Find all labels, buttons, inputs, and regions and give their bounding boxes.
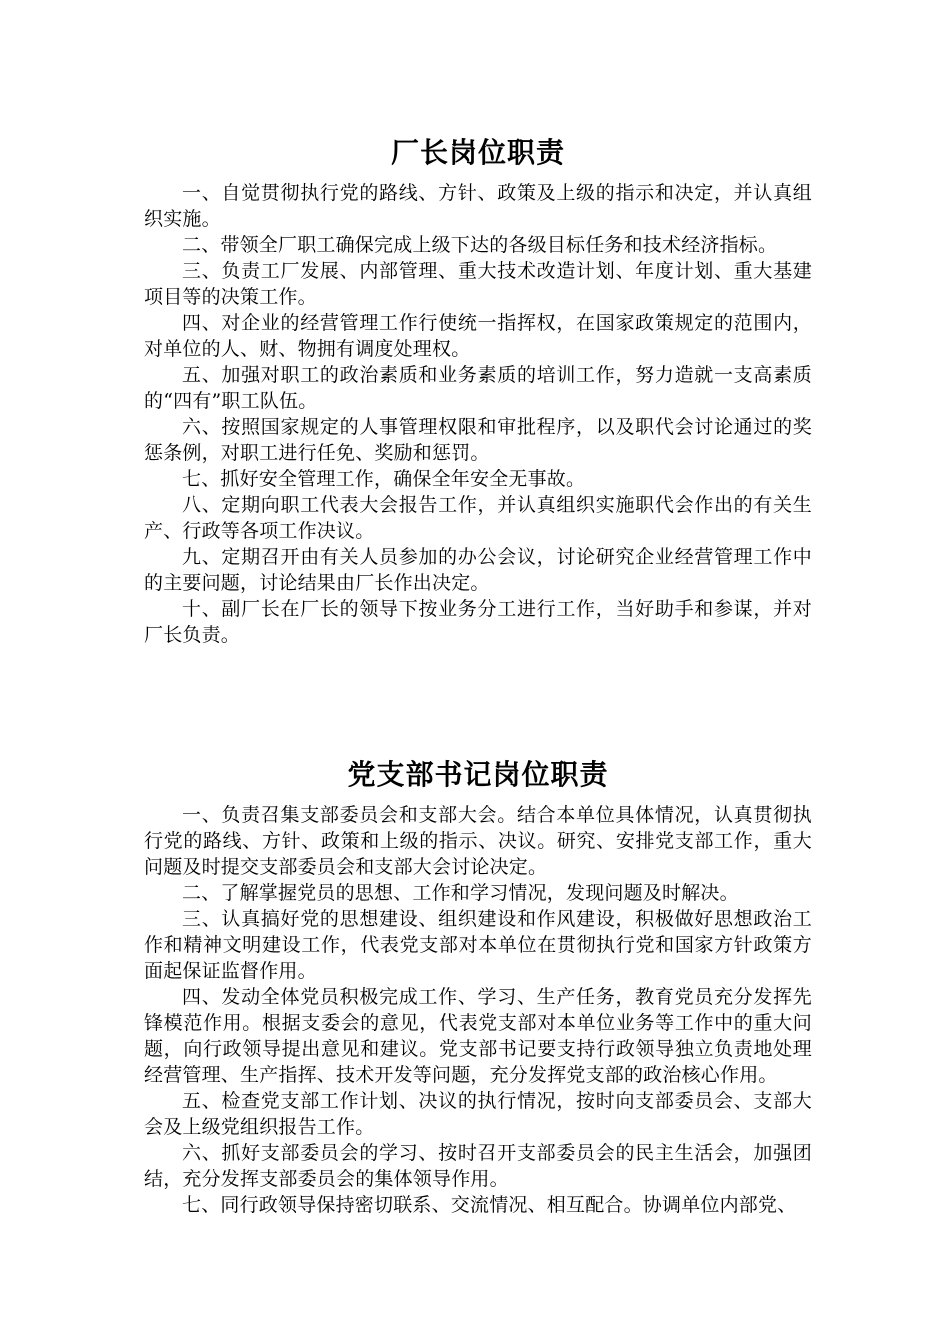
duty-paragraph: 三、认真搞好党的思想建设、组织建设和作风建设，积极做好思想政治工作和精神文明建设工作，代表党支部对本单位在贯彻执行党和国家方针政策方面起保证监督作用。 [144, 908, 812, 982]
duty-paragraph: 五、加强对职工的政治素质和业务素质的培训工作，努力造就一支高素质的“四有”职工队伍。 [144, 364, 812, 412]
duty-paragraph: 七、同行政领导保持密切联系、交流情况、相互配合。协调单位内部党、 [182, 1194, 797, 1216]
duty-paragraph: 十、副厂长在厂长的领导下按业务分工进行工作，当好助手和参谋，并对厂长负责。 [144, 598, 812, 646]
duty-paragraph: 一、自觉贯彻执行党的路线、方针、政策及上级的指示和决定，并认真组织实施。 [144, 182, 812, 230]
duty-paragraph: 六、按照国家规定的人事管理权限和审批程序，以及职代会讨论通过的奖惩条例，对职工进行任免、奖励和惩罚。 [144, 416, 812, 464]
factory-director-duties-section [144, 126, 812, 648]
party-secretary-duties-section [144, 748, 812, 1218]
duty-paragraph: 九、定期召开由有关人员参加的办公会议，讨论研究企业经营管理工作中的主要问题，讨论结果由厂长作出决定。 [144, 546, 812, 594]
duty-paragraph: 二、带领全厂职工确保完成上级下达的各级目标任务和技术经济指标。 [182, 234, 778, 256]
duty-paragraph: 六、抓好支部委员会的学习、按时召开支部委员会的民主生活会，加强团结，充分发挥支部委员会的集体领导作用。 [144, 1142, 812, 1190]
duty-paragraph: 二、了解掌握党员的思想、工作和学习情况，发现问题及时解决。 [182, 882, 739, 904]
section-title: 党支部书记岗位职责 [347, 758, 609, 791]
duty-paragraph: 四、发动全体党员积极完成工作、学习、生产任务，教育党员充分发挥先锋模范作用。根据支委会的意见，代表党支部对本单位业务等工作中的重大问题，向行政领导提出意见和建议。党支部书记要支持行政领导独立负责地处理经营管理、生产指挥、技术开发等问题，充分发挥党支部的政治核心作用。 [144, 986, 812, 1086]
duty-paragraph: 五、检查党支部工作计划、决议的执行情况，按时向支部委员会、支部大会及上级党组织报告工作。 [144, 1090, 812, 1138]
duty-paragraph: 七、抓好安全管理工作，确保全年安全无事故。 [182, 468, 586, 490]
section-title: 厂长岗位职责 [390, 136, 565, 169]
duty-paragraph: 八、定期向职工代表大会报告工作，并认真组织实施职代会作出的有关生产、行政等各项工作决议。 [144, 494, 812, 542]
duty-paragraph: 一、负责召集支部委员会和支部大会。结合本单位具体情况，认真贯彻执行党的路线、方针、政策和上级的指示、决议。研究、安排党支部工作，重大问题及时提交支部委员会和支部大会讨论决定。 [144, 804, 812, 878]
duty-paragraph: 三、负责工厂发展、内部管理、重大技术改造计划、年度计划、重大基建项目等的决策工作。 [144, 260, 812, 308]
duty-paragraph: 四、对企业的经营管理工作行使统一指挥权，在国家政策规定的范围内，对单位的人、财、物拥有调度处理权。 [144, 312, 812, 360]
